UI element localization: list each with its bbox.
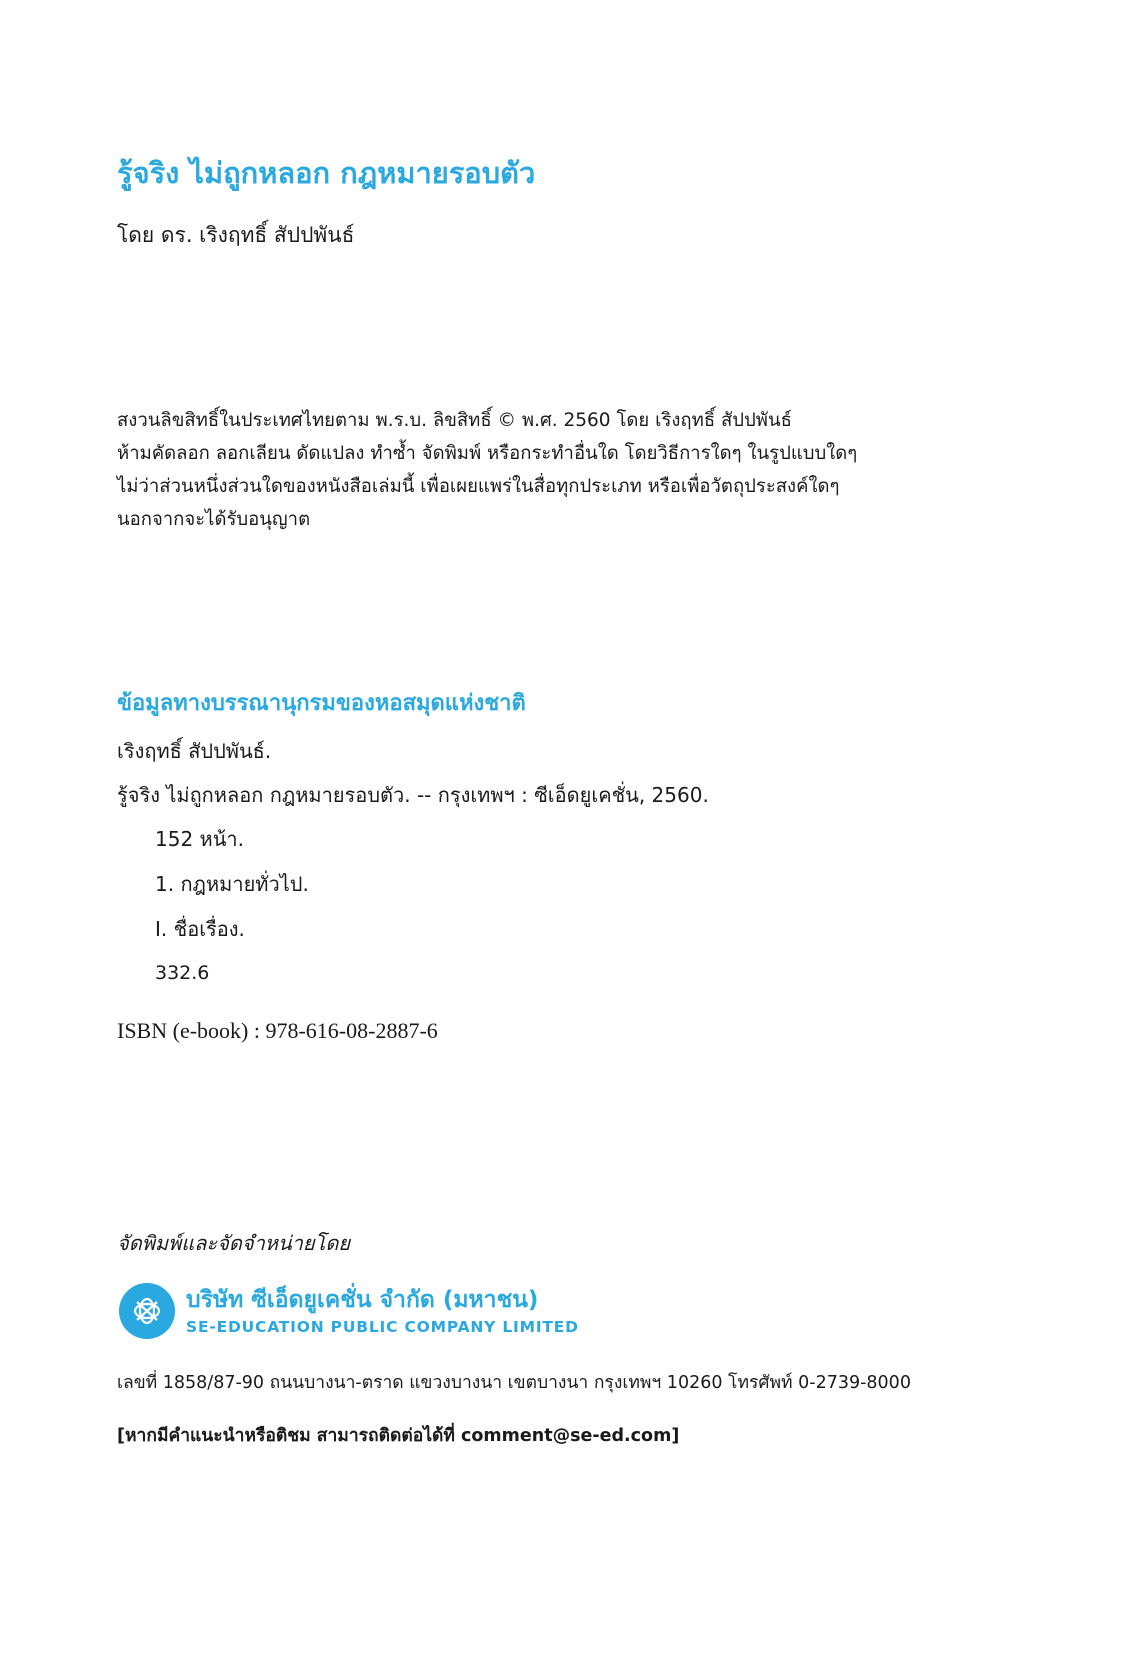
copyright-line: นอกจากจะได้รับอนุญาต [117,509,311,530]
cip-subject: 1. กฎหมายทั่วไป. [155,872,309,896]
cip-author: เริงฤทธิ์ สัปปพันธ์. [117,739,272,763]
copyright-line: ไม่ว่าส่วนหนึ่งส่วนใดของหนังสือเล่มนี้ เพื่อเผยแพร่ในสื่อทุกประเภท หรือเพื่อวัตถุประสงค์ใดๆ [117,476,840,497]
distributed-by-label: จัดพิมพ์และจัดจำหน่ายโดย [117,1231,351,1255]
isbn: ISBN (e-book) : 978-616-08-2887-6 [117,1018,438,1043]
publisher-address: เลขที่ 1858/87-90 ถนนบางนา-ตราด แขวงบางนา เขตบางนา กรุงเทพฯ 10260 โทรศัพท์ 0-2739-8000 [117,1373,911,1393]
cip-heading: ข้อมูลทางบรรณานุกรมของหอสมุดแห่งชาติ [117,691,526,716]
contact-note: [หากมีคำแนะนำหรือติชม สามารถติดต่อได้ที่ comment@se-ed.com] [117,1426,680,1446]
cip-pages: 152 หน้า. [155,827,244,851]
copyright-line: ห้ามคัดลอก ลอกเลียน ดัดแปลง ทำซ้ำ จัดพิมพ์ หรือกระทำอื่นใด โดยวิธีการใดๆ ในรูปแบบใดๆ [117,443,858,464]
company-name-thai: บริษัท ซีเอ็ดยูเคชั่น จำกัด (มหาชน) [186,1287,539,1313]
cip-title-entry: I. ชื่อเรื่อง. [155,917,245,941]
author-line: โดย ดร. เริงฤทธิ์ สัปปพันธ์ [117,223,355,247]
copyright-line: สงวนลิขสิทธิ์ในประเทศไทยตาม พ.ร.บ. ลิขสิทธิ์ © พ.ศ. 2560 โดย เริงฤทธิ์ สัปปพันธ์ [117,410,792,431]
cip-classification: 332.6 [155,962,210,984]
company-name-english: SE-EDUCATION PUBLIC COMPANY LIMITED [186,1318,579,1336]
se-ed-logo-icon [119,1283,175,1339]
book-title: รู้จริง ไม่ถูกหลอก กฎหมายรอบตัว [117,156,536,190]
cip-title-line: รู้จริง ไม่ถูกหลอก กฎหมายรอบตัว. -- กรุงเทพฯ : ซีเอ็ดยูเคชั่น, 2560. [117,783,709,807]
copyright-notice [117,404,857,536]
